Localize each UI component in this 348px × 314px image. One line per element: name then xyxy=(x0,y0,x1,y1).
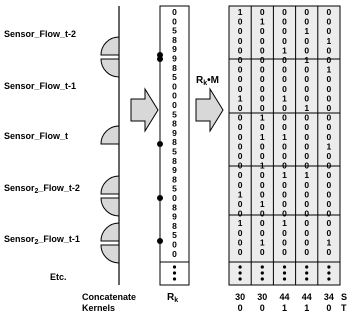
rk-digit: 0 xyxy=(172,239,177,250)
matrix-cell: 0 xyxy=(304,189,310,200)
matrix-cell: 0 xyxy=(326,247,332,257)
rk-digit: 5 xyxy=(172,72,177,83)
matrix-cell: 0 xyxy=(304,83,310,94)
rk-digit: 0 xyxy=(172,16,177,27)
matrix-cell: 0 xyxy=(259,122,265,133)
rk-m-label: $R_k•M$ xyxy=(196,75,219,87)
matrix-cell: 1 xyxy=(326,35,332,46)
matrix-cell: 0 xyxy=(237,131,243,142)
matrix-cell: 0 xyxy=(304,151,310,161)
rk-digit: 5 xyxy=(172,183,177,194)
matrix-cell: 0 xyxy=(237,141,243,152)
matrix-cell: 0 xyxy=(304,160,310,171)
matrix-cell: 1 xyxy=(282,131,287,142)
matrix-cell: 0 xyxy=(304,199,310,209)
matrix-cell: 0 xyxy=(259,170,265,181)
sensor-label: Sensor_Flow_t xyxy=(4,131,69,141)
block-dot xyxy=(157,238,163,244)
matrix-cell: 0 xyxy=(326,227,332,238)
block-dot xyxy=(157,195,163,201)
matrix-cell: 0 xyxy=(237,74,243,85)
rk-digit: 8 xyxy=(172,174,177,185)
rk-digit: 0 xyxy=(172,7,177,17)
column-sum-secondary: 1 xyxy=(304,303,310,313)
ellipsis-dot xyxy=(239,277,242,280)
matrix-cell: 0 xyxy=(237,179,243,190)
sensor-labels xyxy=(4,29,80,282)
matrix-cell: 1 xyxy=(282,93,287,104)
matrix-cell: 0 xyxy=(282,16,287,27)
matrix-cell: 0 xyxy=(259,35,265,46)
ellipsis-dot xyxy=(239,265,242,268)
matrix-cell: 0 xyxy=(237,64,243,75)
matrix-cell: 0 xyxy=(304,218,310,229)
matrix-cell: 0 xyxy=(326,55,332,65)
matrix-cell: 0 xyxy=(304,227,310,238)
rk-digit: 8 xyxy=(172,202,177,213)
matrix-cell: 0 xyxy=(304,7,310,17)
matrix-cell: 0 xyxy=(282,160,287,171)
matrix-cell: 0 xyxy=(259,227,265,238)
cut-label-top: S xyxy=(341,292,348,302)
ellipsis-dot xyxy=(305,265,308,268)
matrix-cell: 1 xyxy=(259,160,265,171)
matrix-cell: 0 xyxy=(304,247,310,257)
matrix-cell: 0 xyxy=(237,26,243,37)
matrix-cell: 0 xyxy=(237,247,243,257)
matrix-cell: 0 xyxy=(304,237,310,248)
column-sum: 44 xyxy=(279,292,290,302)
matrix-cell: 0 xyxy=(282,74,287,85)
matrix-cell: 0 xyxy=(326,179,332,190)
matrix-cell: 0 xyxy=(282,227,287,238)
matrix-cell: 0 xyxy=(282,151,287,161)
matrix-cell: 0 xyxy=(282,26,287,37)
matrix-cell: 0 xyxy=(282,35,287,46)
matrix-cell: 0 xyxy=(326,189,332,200)
column-sum: 30 xyxy=(257,292,268,302)
matrix-cell: 0 xyxy=(259,93,265,104)
rk-digit: 8 xyxy=(172,62,177,73)
matrix-cell: 0 xyxy=(282,112,287,123)
matrix-cell: 0 xyxy=(259,74,265,85)
matrix-cell: 0 xyxy=(326,199,332,209)
matrix-cell: 0 xyxy=(282,7,287,17)
matrix-cell: 0 xyxy=(237,199,243,209)
ellipsis-dot xyxy=(283,277,286,280)
ellipsis-dot xyxy=(283,265,286,268)
matrix-cell: 1 xyxy=(282,45,287,56)
matrix-cell: 0 xyxy=(304,16,310,27)
matrix-cell: 0 xyxy=(237,237,243,248)
matrix-cell: 0 xyxy=(237,45,243,56)
rk-digit: 5 xyxy=(172,146,177,157)
column-sum-secondary: 0 xyxy=(326,303,332,313)
matrix-cell: 0 xyxy=(237,122,243,133)
rk-digit: 9 xyxy=(172,44,177,55)
arrow-right-icon xyxy=(131,89,158,131)
matrix-cell: 0 xyxy=(304,131,310,142)
kernel-halfdisc xyxy=(101,59,119,77)
matrix-cell: 0 xyxy=(259,7,265,17)
matrix-cell: 1 xyxy=(326,237,332,248)
ellipsis-dot xyxy=(327,265,330,268)
ellipsis-dot xyxy=(327,277,330,280)
matrix-cell: 0 xyxy=(259,45,265,56)
kernel-halfdisc xyxy=(101,198,119,216)
matrix-cell: 0 xyxy=(326,122,332,133)
matrix-cell: 0 xyxy=(237,227,243,238)
column-sum-secondary: 0 xyxy=(237,303,243,313)
ellipsis-dot xyxy=(173,277,176,280)
matrix-cell: 1 xyxy=(237,93,243,104)
rk-digit: 8 xyxy=(172,137,177,148)
matrix-cell: 0 xyxy=(259,55,265,65)
ellipsis-dot xyxy=(305,271,308,274)
matrix-cell: 0 xyxy=(326,151,332,161)
matrix-cell: 1 xyxy=(282,218,287,229)
matrix-cell: 0 xyxy=(237,208,243,219)
matrix-cell: 0 xyxy=(304,93,310,104)
matrix-cell: 0 xyxy=(237,16,243,27)
matrix-cell: 0 xyxy=(326,112,332,123)
matrix-cell: 0 xyxy=(326,26,332,37)
matrix-cell: 0 xyxy=(282,199,287,209)
rk-digit: 5 xyxy=(172,25,177,36)
matrix-cell: 0 xyxy=(282,122,287,133)
matrix-cell: 1 xyxy=(259,16,265,27)
matrix-cell: 0 xyxy=(259,26,265,37)
matrix-cell: 0 xyxy=(282,179,287,190)
matrix-cell: 0 xyxy=(326,45,332,56)
matrix-cell: 1 xyxy=(237,189,243,200)
matrix-cell: 0 xyxy=(326,7,332,17)
matrix-cell: 1 xyxy=(304,170,310,181)
matrix-cell: 0 xyxy=(326,218,332,229)
cut-label-bottom: T xyxy=(341,303,347,313)
ellipsis-dot xyxy=(239,271,242,274)
kernel-halfdisc xyxy=(101,223,119,241)
matrix-cell: 0 xyxy=(304,45,310,56)
matrix-cell: 0 xyxy=(326,103,332,113)
matrix-cell: 0 xyxy=(304,141,310,152)
rk-digit: 0 xyxy=(172,248,177,259)
matrix-cell: 1 xyxy=(259,199,265,209)
matrix-cell: 0 xyxy=(259,179,265,190)
kernel-halfdisc xyxy=(101,245,119,263)
matrix-cell: 0 xyxy=(259,208,265,219)
matrix-cell: 0 xyxy=(237,160,243,171)
matrix-cell: 0 xyxy=(326,160,332,171)
matrix-cell: 0 xyxy=(304,64,310,75)
matrix-cell: 0 xyxy=(282,189,287,200)
block-dot xyxy=(157,56,163,62)
rk-digit: 5 xyxy=(172,230,177,241)
column-sums xyxy=(235,292,334,313)
matrix-cell: 0 xyxy=(259,83,265,94)
rk-digit: 8 xyxy=(172,118,177,129)
matrix-cell: 0 xyxy=(237,35,243,46)
matrix-cell: 1 xyxy=(237,7,243,17)
matrix-cell: 0 xyxy=(326,74,332,85)
rk-digit: 8 xyxy=(172,155,177,166)
matrix-cell: 1 xyxy=(259,131,265,142)
matrix-cell: 1 xyxy=(259,112,265,123)
rk-digit: 0 xyxy=(172,90,177,101)
matrix-cell: 0 xyxy=(304,35,310,46)
block-dot xyxy=(157,141,163,147)
rk-digit: 9 xyxy=(172,211,177,222)
matrix-cell: 0 xyxy=(282,247,287,257)
matrix-cell: 0 xyxy=(326,16,332,27)
matrix-cell: 0 xyxy=(326,83,332,94)
rk-digit: 8 xyxy=(172,34,177,45)
column-sum: 34 xyxy=(323,292,334,302)
column-sum: 44 xyxy=(301,292,312,302)
kernel-shapes xyxy=(101,37,119,263)
ellipsis-dot xyxy=(173,271,176,274)
rk-digit: 9 xyxy=(172,127,177,138)
column-sum: 30 xyxy=(235,292,246,302)
matrix-cell: 1 xyxy=(304,55,310,65)
matrix-cell: 1 xyxy=(259,237,265,248)
matrix-cell: 0 xyxy=(282,55,287,65)
matrix-cell: 0 xyxy=(282,208,287,219)
rk-digit: 0 xyxy=(172,81,177,92)
matrix-cell: 0 xyxy=(237,170,243,181)
matrix-cell: 0 xyxy=(237,103,243,113)
ellipsis-dot xyxy=(283,271,286,274)
matrix-cell: 0 xyxy=(259,247,265,257)
matrix-cell: 0 xyxy=(282,83,287,94)
rk-digit: 9 xyxy=(172,53,177,64)
matrix-cell: 0 xyxy=(304,112,310,123)
etc-label: Etc. xyxy=(50,272,67,282)
rk-digit: 8 xyxy=(172,220,177,231)
matrix-cell: 0 xyxy=(326,170,332,181)
arrow-right-icon xyxy=(196,89,223,131)
matrix-cell: 1 xyxy=(304,103,310,113)
matrix-cell: 1 xyxy=(326,64,332,75)
ellipsis-dot xyxy=(305,277,308,280)
matrix-cell: 1 xyxy=(237,218,243,229)
matrix-cell: 0 xyxy=(282,103,287,113)
matrix-cell: 0 xyxy=(304,179,310,190)
column-sum-secondary: 0 xyxy=(259,303,265,313)
ellipsis-dot xyxy=(261,271,264,274)
matrix-cell: 0 xyxy=(282,64,287,75)
matrix-cell: 0 xyxy=(259,64,265,75)
matrix-cell: 0 xyxy=(282,237,287,248)
matrix-cell: 0 xyxy=(304,208,310,219)
matrix-cell: 0 xyxy=(282,141,287,152)
matrix-cell: 0 xyxy=(259,103,265,113)
matrix-cell: 0 xyxy=(259,141,265,152)
matrix-cell: 1 xyxy=(304,26,310,37)
rk-column xyxy=(157,6,189,285)
matrix-cell: 0 xyxy=(259,189,265,200)
rk-digit: 5 xyxy=(172,109,177,120)
matrix-cell: 0 xyxy=(237,112,243,123)
rk-bottom-label: $R_k$ xyxy=(167,292,179,304)
matrix-cell: 0 xyxy=(304,122,310,133)
matrix-cell: 0 xyxy=(326,131,332,142)
sensor-label: Sensor$_2$_Flow_t-1 xyxy=(4,234,80,246)
matrix-cell: 1 xyxy=(326,141,332,152)
matrix-cell: 0 xyxy=(237,83,243,94)
column-sum-secondary: 1 xyxy=(281,303,288,313)
ellipsis-dot xyxy=(261,277,264,280)
matrix-cell: 0 xyxy=(259,218,265,229)
kernel-halfdisc xyxy=(101,37,119,55)
matrix-cell: 0 xyxy=(326,93,332,104)
matrix-cell: 0 xyxy=(326,208,332,219)
ellipsis-dot xyxy=(327,271,330,274)
kernel-halfdisc xyxy=(101,126,119,144)
matrix-cell: 0 xyxy=(259,151,265,161)
ellipsis-dot xyxy=(261,265,264,268)
sensor-label: Sensor_Flow_t-2 xyxy=(4,29,77,39)
sensor-label: Sensor$_2$_Flow_t-2 xyxy=(4,183,80,195)
matrix-cell: 0 xyxy=(237,55,243,65)
concatenate-label: Concatenate xyxy=(82,292,137,302)
ellipsis-dot xyxy=(173,265,176,268)
kernel-halfdisc xyxy=(101,176,119,194)
kernels-label: Kernels xyxy=(82,303,116,313)
matrix-cell: 0 xyxy=(304,74,310,85)
sensor-label: Sensor_Flow_t-1 xyxy=(4,81,77,91)
rk-digit: 0 xyxy=(172,100,177,110)
matrix-cell: 0 xyxy=(237,151,243,161)
rk-digit: 0 xyxy=(172,193,177,203)
matrix-m xyxy=(229,6,340,285)
rk-digit: 9 xyxy=(172,165,177,176)
matrix-cell: 1 xyxy=(282,170,287,181)
